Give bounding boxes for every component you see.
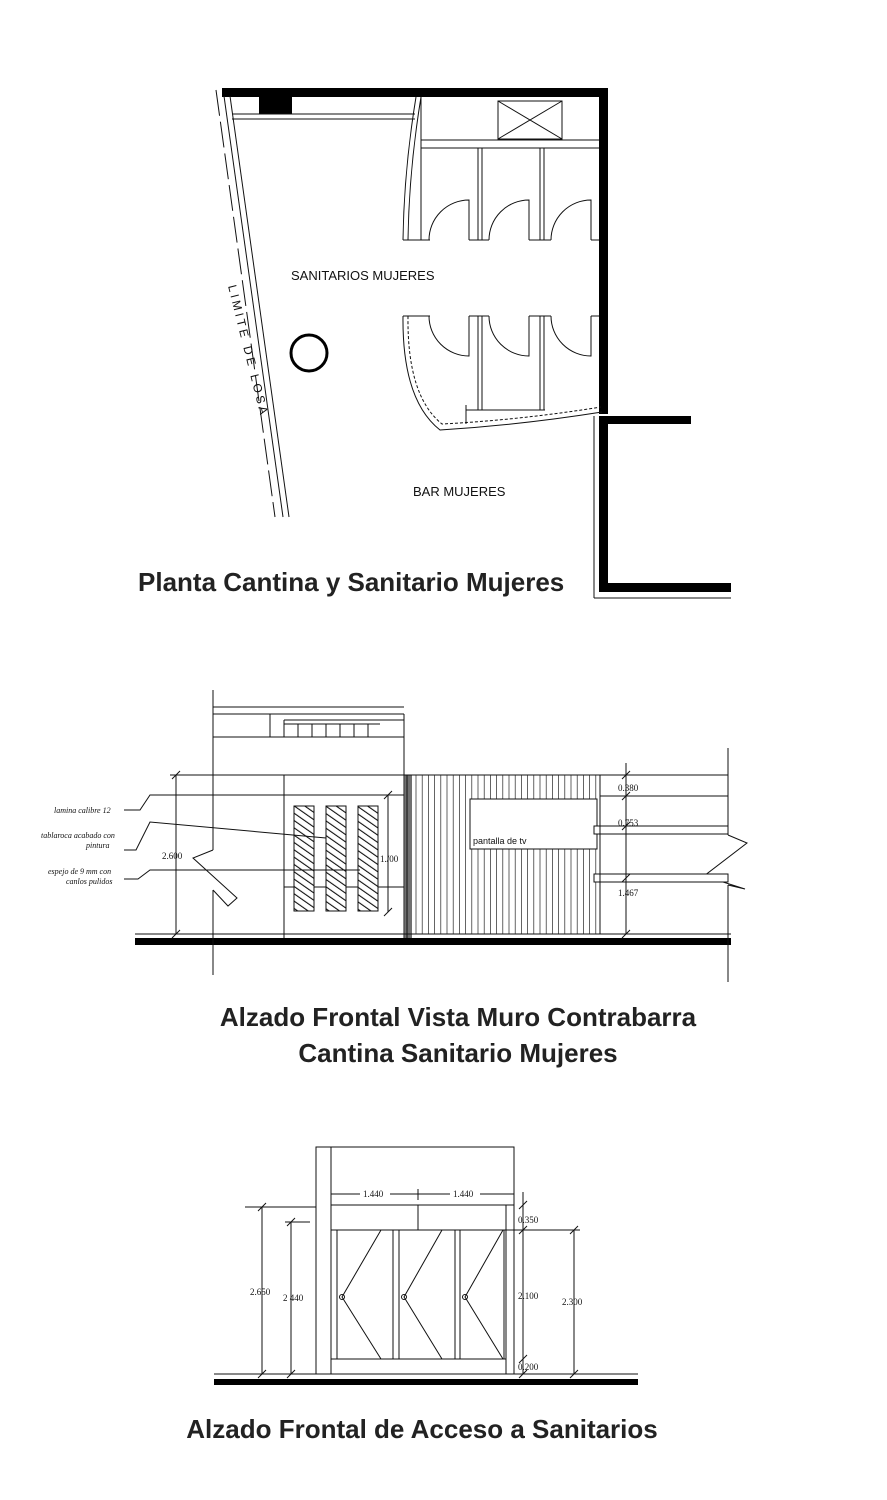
mirror-panel-2 bbox=[326, 806, 346, 911]
dim-door-zone: 2 440 bbox=[283, 1293, 304, 1303]
dim-total-height: 2.600 bbox=[162, 851, 183, 861]
dim-base: 0.200 bbox=[518, 1362, 539, 1372]
access-floor-slab bbox=[214, 1379, 638, 1385]
access-doors bbox=[337, 1230, 504, 1359]
note-tablaroca-line1: tablaroca acabado con bbox=[41, 831, 115, 840]
dim-top: 0.380 bbox=[618, 783, 639, 793]
room-label-sanitarios: SANITARIOS MUJERES bbox=[291, 268, 435, 283]
plan-walls bbox=[222, 88, 731, 598]
door-1 bbox=[337, 1230, 393, 1359]
slab-limit-label: LIMITE DE LOSA bbox=[225, 283, 272, 419]
dim-door-total: 2.300 bbox=[562, 1297, 583, 1307]
slab-limit-lines bbox=[216, 90, 415, 517]
mirror-panel-1 bbox=[294, 806, 314, 911]
plan-storage-box bbox=[498, 101, 562, 139]
door-2 bbox=[399, 1230, 455, 1359]
room-label-bar: BAR MUJERES bbox=[413, 484, 506, 499]
floor-plan bbox=[138, 88, 731, 598]
note-lamina: lamina calibre 12 bbox=[54, 806, 111, 815]
elevation-floor-slab bbox=[135, 938, 731, 945]
dim-shelf: 0.753 bbox=[618, 818, 639, 828]
mirror-panel-3 bbox=[358, 806, 378, 911]
dim-width-left: 1.440 bbox=[363, 1189, 384, 1199]
note-espejo-line1: espejo de 9 mm con bbox=[48, 867, 112, 876]
access-elevation bbox=[186, 1147, 658, 1444]
dim-mirror-height: 1./00 bbox=[380, 854, 399, 864]
plan-title: Planta Cantina y Sanitario Mujeres bbox=[138, 567, 565, 597]
elevation-bar-title-line1: Alzado Frontal Vista Muro Contrabarra bbox=[219, 1002, 697, 1032]
elevation-bar-dimensions bbox=[162, 763, 728, 938]
dim-width-right: 1.440 bbox=[453, 1189, 474, 1199]
access-elevation-title: Alzado Frontal de Acceso a Sanitarios bbox=[186, 1414, 658, 1444]
access-dimensions bbox=[245, 1186, 583, 1378]
shelf-upper bbox=[594, 826, 728, 834]
dim-door: 2.100 bbox=[518, 1291, 539, 1301]
dim-lower: 1.467 bbox=[618, 888, 639, 898]
dim-header: 0.350 bbox=[518, 1215, 539, 1225]
stalls-upper-row bbox=[403, 148, 599, 240]
column-circle bbox=[291, 335, 327, 371]
tv-label: pantalla de tv bbox=[473, 836, 527, 846]
shelf-lower bbox=[594, 874, 728, 882]
note-tablaroca-line2: pintura bbox=[86, 841, 110, 850]
note-espejo-line2: canlos pulidos bbox=[66, 877, 113, 886]
mirror-panels bbox=[284, 795, 404, 911]
elevation-bar-title-line2: Cantina Sanitario Mujeres bbox=[298, 1038, 618, 1068]
stalls-lower-row bbox=[403, 316, 599, 424]
access-structure bbox=[316, 1147, 514, 1374]
dim-total-height-access: 2.650 bbox=[250, 1287, 271, 1297]
door-3 bbox=[460, 1230, 504, 1359]
curved-partition bbox=[403, 97, 602, 430]
bar-wall-elevation bbox=[41, 690, 747, 1068]
